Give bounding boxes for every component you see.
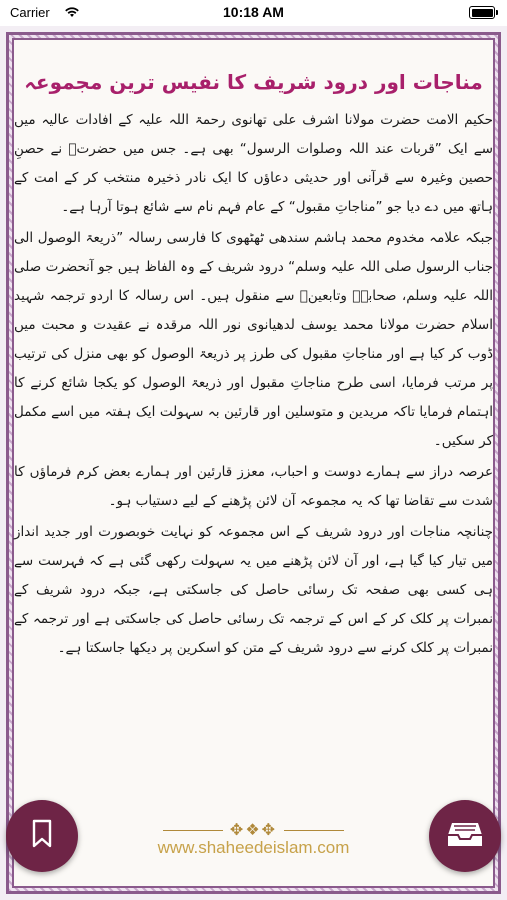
status-time: 10:18 AM — [223, 4, 284, 20]
bookmark-button[interactable] — [6, 800, 78, 872]
status-bar — [0, 0, 507, 26]
carrier-label: Carrier — [10, 5, 50, 20]
battery-icon — [469, 6, 495, 19]
website-url[interactable]: www.shaheedeislam.com — [157, 838, 350, 857]
page-title: مناجات اور درود شریف کا نفیس ترین مجموعہ — [24, 70, 483, 94]
paragraph-2: جبکہ علامہ مخدوم محمد ہاشم سندھی ٹھٹھوی کا فارسی رسالہ ”ذریعۃ الوصول الی جناب الرسول صلی اللہ علیہ وسلم“ درود شریف کے وہ الفاظ ہیں جو آنحضرت صلی اللہ علیہ وسلم، صحابہؓ وتابعینؒ سے منقول ہیں۔ اس رسالہ کا اردو ترجمہ شہید اسلام حضرت مولانا محمد یوسف لدھیانوی نور اللہ مرقدہ نے عقیدت و محبت میں ڈوب کر کیا ہے اور مناجاتِ مقبول کی طرز پر ذریعۃ الوصول کو بھی منزل کی ترتیب پر مرتب فرمایا، اسی طرح مناجاتِ مقبول اور ذریعۃ الوصول کو یکجا شائع کرنے کا اہتمام فرمایا تاکہ مریدین و متوسلین اور قارئین بہ سہولت ایک ہفتہ میں اسے مکمل کر سکیں۔ — [14, 230, 493, 449]
ornament-divider: ✥❖✥ — [0, 820, 507, 839]
reader-page — [0, 26, 507, 900]
bookmark-icon — [31, 819, 53, 853]
article-content — [14, 70, 493, 665]
inbox-icon — [446, 819, 484, 853]
inbox-button[interactable] — [429, 800, 501, 872]
paragraph-1: حکیم الامت حضرت مولانا اشرف علی تھانوی رحمۃ اللہ علیہ کے افادات عالیہ میں سے ایک ”قربات عند اللہ وصلوات الرسول“ بھی ہے۔ جس میں حضرتؒ نے حصنِ حصین وغیرہ سے قرآنی اور حدیثی دعاؤں کا ایک نادر ذخیرہ منتخب کر کے امت کے ہاتھ میں دے دیا جو ”مناجاتِ مقبول“ کے عام فہم نام سے شائع ہوتا آرہا ہے۔ — [14, 112, 493, 215]
paragraph-3: عرصہ دراز سے ہمارے دوست و احباب، معزز قارئین اور ہمارے بعض کرم فرماؤں کا شدت سے تقاضا تھا کہ یہ مجموعہ آن لائن پڑھنے کے لیے دستیاب ہو۔ — [14, 464, 493, 509]
paragraph-4: چنانچہ مناجات اور درود شریف کے اس مجموعہ کو نہایت خوبصورت اور جدید انداز میں تیار کیا گیا ہے، اور آن لائن پڑھنے میں یہ سہولت رکھی گئی ہے کہ فہرست سے ہی کسی بھی صفحہ تک رسائی حاصل کی جاسکتی ہے، جبکہ درود شریف کے نمبرات پر کلک کر کے اس کے ترجمہ تک رسائی حاصل کی جاسکتی ہے اور ترجمہ کے نمبرات پر کلک کرنے سے درود شریف کے متن کو اسکرین پر دیکھا جاسکتا ہے۔ — [14, 524, 493, 656]
